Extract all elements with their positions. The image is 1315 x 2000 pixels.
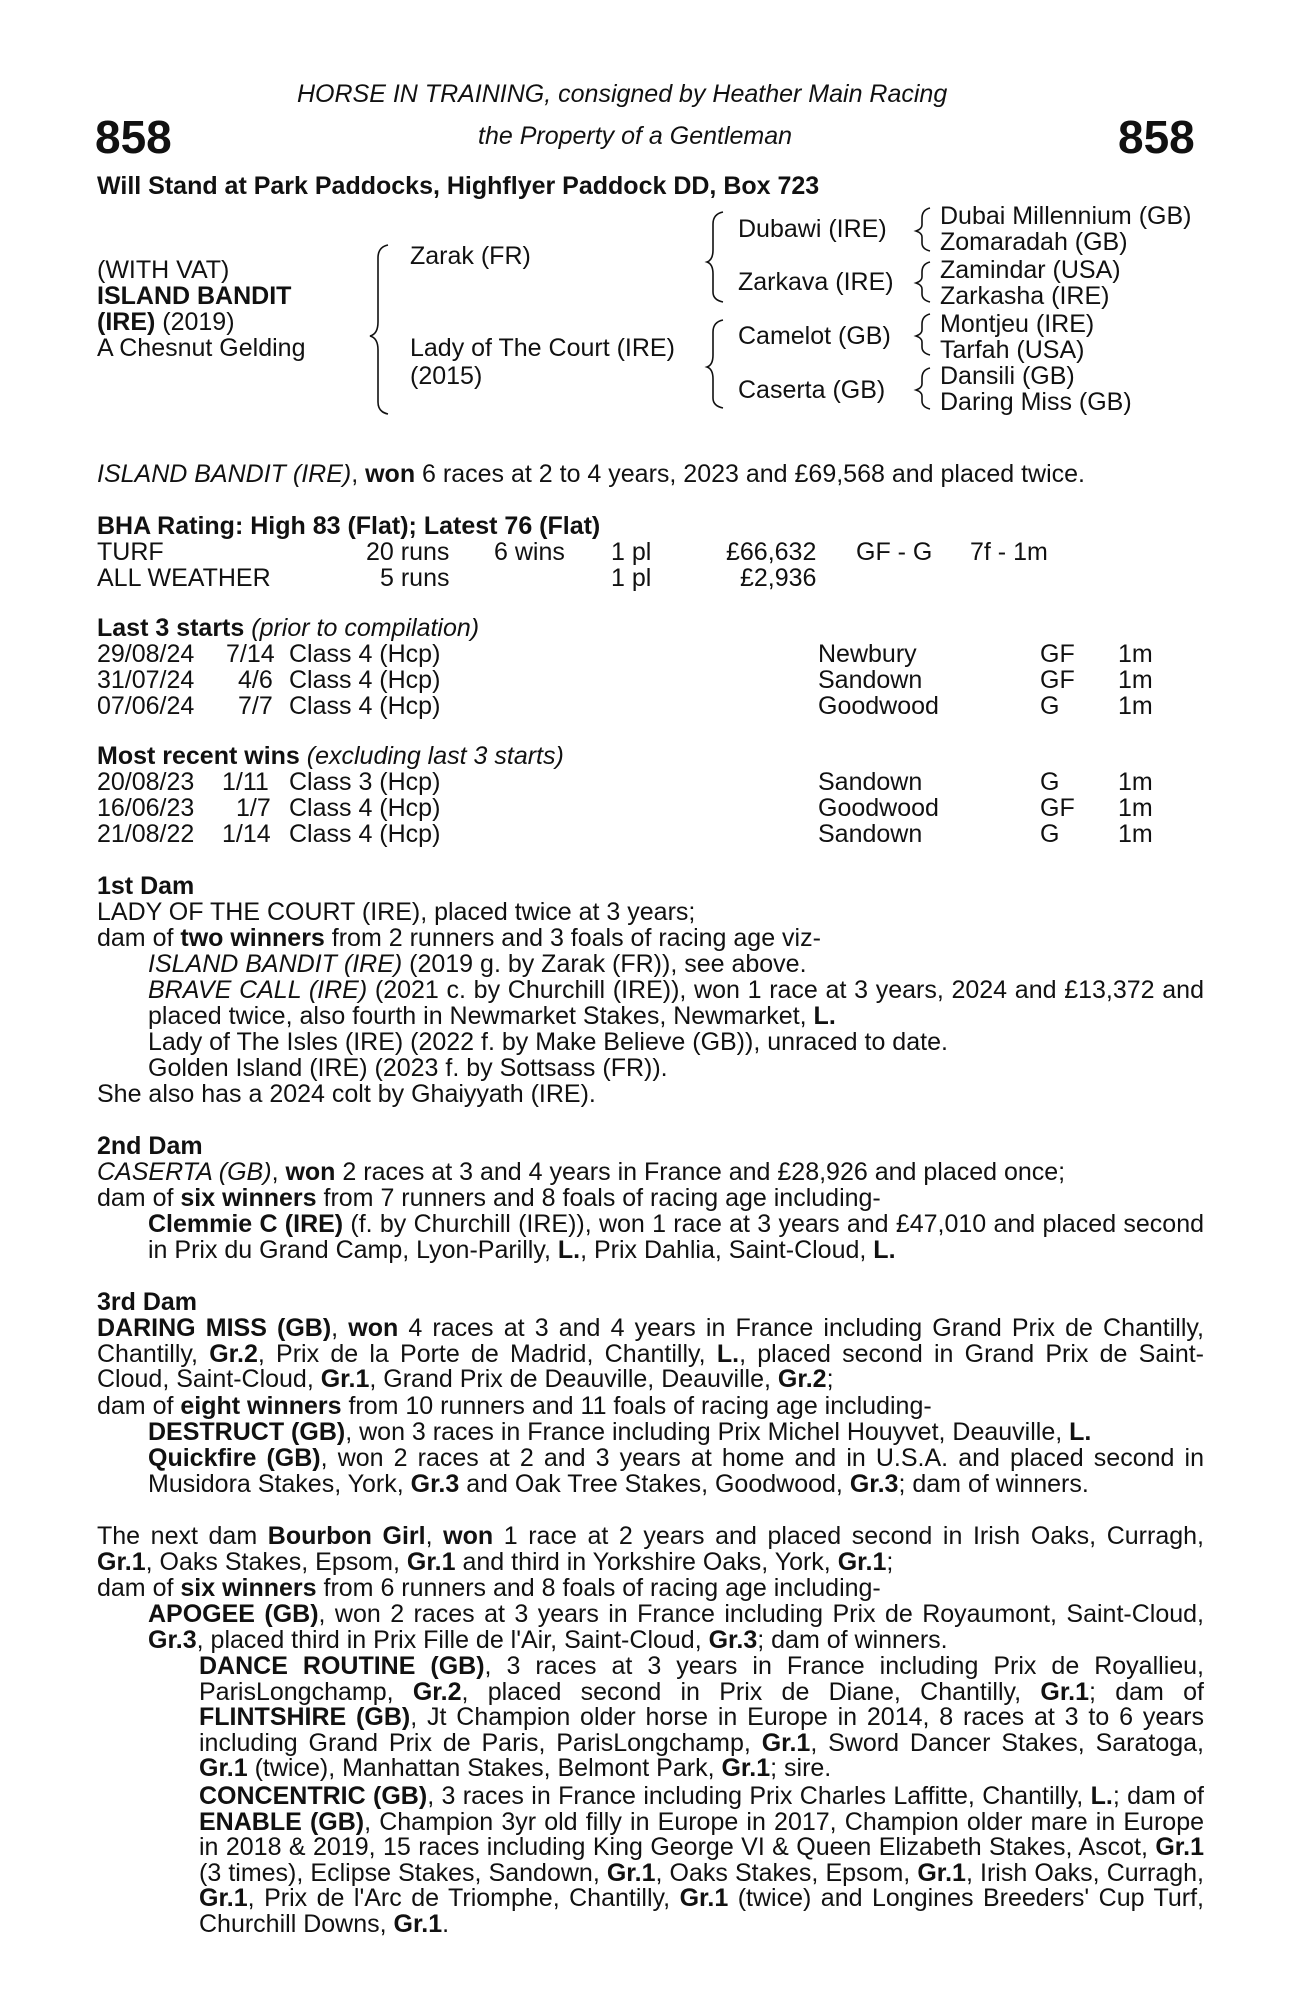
last3-course: Newbury — [818, 640, 917, 668]
last3-class: Class 4 (Hcp) — [289, 666, 441, 694]
dam1-progeny-1 — [148, 952, 807, 978]
cc-g7: Gr.1 — [393, 1909, 443, 1938]
dam3-t3: , placed second in Grand Prix de Saint-Cloud, Saint-Cloud, — [97, 1339, 1204, 1394]
dam1-p1-name: ISLAND BANDIT (IRE) — [148, 950, 403, 978]
great-grandparent-2: Zomaradah (GB) — [940, 228, 1128, 256]
summary-won: won — [365, 460, 416, 488]
great-grandparent-3: Zamindar (USA) — [940, 256, 1121, 284]
aw-pl: 1 pl — [611, 564, 652, 592]
great-grandparent-7: Dansili (GB) — [940, 362, 1075, 390]
dr-g3: Gr.1 — [761, 1728, 811, 1757]
dam2-line1 — [97, 1160, 1065, 1186]
turf-label: TURF — [97, 538, 164, 566]
dam3-name: DARING MISS (GB) — [97, 1314, 332, 1342]
recent-class: Class 4 (Hcp) — [289, 794, 441, 822]
next-l2a: dam of — [97, 1574, 181, 1602]
next-name: Bourbon Girl — [267, 1522, 426, 1550]
great-grandparent-8: Daring Miss (GB) — [940, 388, 1132, 416]
horse-name: ISLAND BANDIT — [97, 282, 292, 310]
dr-g4: Gr.1 — [199, 1754, 248, 1783]
dam1-winners: two winners — [180, 924, 325, 952]
dam3-l2c: from 10 runners and 11 foals of racing age including- — [341, 1392, 932, 1420]
last3-heading: Last 3 starts — [97, 614, 245, 642]
horse-origin: (IRE) — [97, 308, 156, 336]
dam1-p2-name: BRAVE CALL (IRE) — [148, 976, 368, 1004]
dam1-line1: LADY OF THE COURT (IRE), placed twice at 3 years; — [97, 898, 696, 926]
rating-title: BHA Rating: High 83 (Flat); Latest 76 (Flat) — [97, 512, 601, 540]
great-grandparent-4: Zarkasha (IRE) — [940, 282, 1110, 310]
dam3-g1: Gr.2 — [209, 1339, 258, 1368]
dam1-line5: She also has a 2024 colt by Ghaiyyath (IRE). — [97, 1080, 596, 1108]
aw-label: ALL WEATHER — [97, 564, 271, 592]
next-t4: and third in Yorkshire Oaks, York, — [455, 1547, 838, 1576]
recent-going: G — [1040, 768, 1060, 796]
apogee-g2: Gr.3 — [708, 1625, 758, 1654]
race-summary — [97, 462, 1085, 488]
cc-g3: Gr.1 — [606, 1858, 656, 1887]
dam3-q1-g1: Gr.3 — [410, 1469, 460, 1498]
dam2-winners: six winners — [180, 1184, 317, 1212]
dam2-progeny-1 — [148, 1212, 1204, 1263]
great-grandparent-1: Dubai Millennium (GB) — [940, 202, 1192, 230]
recent-class: Class 3 (Hcp) — [289, 768, 441, 796]
dam3-q1-desc: , won 2 races at 2 and 3 years at home and in U.S.A. and placed second in Musidora Stakes, York, — [148, 1444, 1204, 1498]
recent-note: (excluding last 3 starts) — [299, 742, 564, 770]
dr-g5: Gr.1 — [721, 1754, 771, 1783]
dr-t3: ; dam of — [1089, 1677, 1204, 1706]
cc-t2: ; dam of — [1112, 1782, 1204, 1810]
dam3-g4: Gr.2 — [777, 1365, 827, 1394]
flintshire-name: FLINTSHIRE (GB) — [199, 1703, 411, 1732]
great-grandparent-5: Montjeu (IRE) — [940, 310, 1095, 338]
dam3-q1-desc2: and Oak Tree Stakes, Goodwood, — [459, 1469, 850, 1498]
dr-t6: (twice), Manhattan Stakes, Belmont Park, — [247, 1754, 722, 1783]
great-grandparent-6: Tarfah (USA) — [940, 336, 1085, 364]
dam1-title: 1st Dam — [97, 872, 195, 900]
next-line2 — [97, 1576, 881, 1602]
apogee-para — [148, 1602, 1204, 1653]
dam3-t5: ; — [826, 1365, 834, 1394]
dam3-progeny-2 — [148, 1446, 1204, 1497]
dam3-d1-grade: L. — [1069, 1418, 1092, 1446]
cc-g5: Gr.1 — [199, 1884, 248, 1913]
next-g2: Gr.1 — [406, 1547, 456, 1576]
turf-runs: 20 runs — [366, 538, 450, 566]
dr-g2: Gr.1 — [1040, 1677, 1090, 1706]
dam3-para — [97, 1316, 1204, 1393]
last3-note: (prior to compilation) — [244, 614, 480, 642]
dam3-title: 3rd Dam — [97, 1288, 198, 1316]
dr-t7: ; sire. — [770, 1754, 832, 1783]
dam2-name: CASERTA (GB) — [97, 1158, 272, 1186]
granddam-1: Zarkava (IRE) — [738, 268, 894, 296]
dr-t2: , placed second in Prix de Diane, Chantilly, — [461, 1677, 1041, 1706]
next-l2c: from 6 runners and 8 foals of racing age including- — [316, 1574, 881, 1602]
apogee-name: APOGEE (GB) — [148, 1600, 319, 1628]
recent-pos: 1/7 — [236, 794, 271, 822]
dam-name: Lady of The Court (IRE) — [410, 334, 675, 362]
recent-dist: 1m — [1118, 794, 1153, 822]
dam1-l2c: from 2 runners and 3 foals of racing age viz- — [324, 924, 821, 952]
cc-t5: , Oaks Stakes, Epsom, — [655, 1858, 918, 1887]
dam2-rest: 2 races at 3 and 4 years in France and £28,926 and placed once; — [335, 1158, 1066, 1186]
dam1-p2-desc: (2021 c. by Churchill (IRE)), won 1 race at 3 years, 2024 and £13,372 and placed twice, also fourth in Newmarket Stakes, Newmarket, — [148, 976, 1204, 1030]
lot-number-left: 858 — [95, 111, 172, 163]
dam2-p1-grade2: L. — [873, 1235, 896, 1264]
horse-origin-year — [97, 310, 235, 336]
next-g3: Gr.1 — [837, 1547, 887, 1576]
last3-pos: 4/6 — [238, 666, 273, 694]
dam1-p1-desc: (2019 g. by Zarak (FR)), see above. — [402, 950, 807, 978]
next-g1: Gr.1 — [97, 1547, 146, 1576]
recent-going: G — [1040, 820, 1060, 848]
summary-sep: , — [351, 460, 366, 488]
recent-class: Class 4 (Hcp) — [289, 820, 441, 848]
dam2-p1-name: Clemmie C (IRE) — [148, 1210, 344, 1238]
dam2-line2 — [97, 1186, 881, 1212]
cc-t9: . — [442, 1909, 450, 1938]
dam3-progeny-1 — [148, 1420, 1091, 1446]
cc-name: CONCENTRIC (GB) — [199, 1782, 428, 1810]
dam3-q1-g2: Gr.3 — [849, 1469, 899, 1498]
dam2-won: won — [285, 1158, 336, 1186]
apogee-t3: ; dam of winners. — [757, 1625, 948, 1654]
horse-description: A Chesnut Gelding — [97, 334, 306, 362]
dam1-line2 — [97, 926, 821, 952]
recent-course: Sandown — [818, 768, 923, 796]
vat-label: (WITH VAT) — [97, 256, 230, 284]
dam3-l2a: dam of — [97, 1392, 181, 1420]
dam2-l2a: dam of — [97, 1184, 181, 1212]
turf-pl: 1 pl — [611, 538, 652, 566]
last3-class: Class 4 (Hcp) — [289, 640, 441, 668]
dam3-d1-name: DESTRUCT (GB) — [148, 1418, 346, 1446]
dam2-p1-desc: (f. by Churchill (IRE)), won 1 race at 3 years and £47,010 and placed second in Prix du Grand Camp, Lyon-Parilly, — [148, 1210, 1204, 1264]
next-sep: , — [425, 1522, 444, 1550]
dam3-t4: , Grand Prix de Deauville, Deauville, — [369, 1365, 778, 1394]
concentric-para — [199, 1784, 1204, 1938]
dam3-t1: 4 races at 3 and 4 years in France including Grand Prix de Chantilly, Chantilly, — [97, 1314, 1204, 1368]
recent-going: GF — [1040, 794, 1075, 822]
dr-t5: , Sword Dancer Stakes, Saratoga, — [810, 1728, 1204, 1757]
last3-dist: 1m — [1118, 640, 1153, 668]
recent-date: 16/06/23 — [97, 794, 195, 822]
dam3-t2: , Prix de la Porte de Madrid, Chantilly, — [257, 1339, 717, 1368]
horse-year: (2019) — [155, 308, 235, 336]
last3-dist: 1m — [1118, 692, 1153, 720]
recent-dist: 1m — [1118, 820, 1153, 848]
dam3-g3: Gr.1 — [320, 1365, 370, 1394]
apogee-t1: , won 2 races at 3 years in France including Prix de Royaumont, Saint-Cloud, — [318, 1600, 1204, 1628]
grandsire-1: Dubawi (IRE) — [738, 215, 887, 243]
dr-name: DANCE ROUTINE (GB) — [199, 1652, 485, 1680]
last3-title — [97, 616, 479, 642]
last3-date: 31/07/24 — [97, 666, 195, 694]
cc-t7: , Prix de l'Arc de Triomphe, Chantilly, — [247, 1884, 680, 1913]
dam2-sep: , — [271, 1158, 286, 1186]
summary-name: ISLAND BANDIT (IRE) — [97, 460, 352, 488]
last3-pos: 7/7 — [238, 692, 273, 720]
next-t5: ; — [886, 1547, 894, 1576]
grandsire-2: Camelot (GB) — [738, 322, 891, 350]
cc-t1: , 3 races in France including Prix Charles Laffitte, Chantilly, — [427, 1782, 1091, 1810]
cc-t8: (twice) and Longines Breeders' Cup Turf, Churchill Downs, — [199, 1884, 1204, 1938]
dam3-q1-desc3: ; dam of winners. — [898, 1469, 1089, 1498]
recent-date: 20/08/23 — [97, 768, 195, 796]
dr-g1: Gr.2 — [412, 1677, 462, 1706]
next-dam-para — [97, 1524, 1204, 1575]
dam2-p1-grade1: L. — [557, 1235, 581, 1264]
dam2-title: 2nd Dam — [97, 1132, 203, 1160]
last3-class: Class 4 (Hcp) — [289, 692, 441, 720]
aw-amount: £2,936 — [740, 564, 817, 592]
last3-going: GF — [1040, 666, 1075, 694]
dam1-p2-grade: L. — [813, 1001, 836, 1030]
next-t2: 1 race at 2 years and placed second in Irish Oaks, Curragh, — [493, 1522, 1204, 1550]
enable-name: ENABLE (GB) — [199, 1807, 365, 1836]
aw-runs: 5 runs — [380, 564, 450, 592]
dam3-winners: eight winners — [180, 1392, 342, 1420]
dam1-progeny-3: Lady of The Isles (IRE) (2022 f. by Make Believe (GB)), unraced to date. — [148, 1028, 948, 1056]
last3-going: GF — [1040, 640, 1075, 668]
dam1-l2a: dam of — [97, 924, 181, 952]
next-t1: The next dam — [97, 1522, 268, 1550]
recent-title — [97, 744, 564, 770]
dam1-progeny-4: Golden Island (IRE) (2023 f. by Sottsass (FR)). — [148, 1054, 668, 1082]
cc-g1: L. — [1090, 1782, 1113, 1810]
sire: Zarak (FR) — [410, 242, 531, 270]
last3-course: Sandown — [818, 666, 923, 694]
last3-date: 07/06/24 — [97, 692, 195, 720]
dam3-q1-name: Quickfire (GB) — [148, 1444, 321, 1472]
apogee-g1: Gr.3 — [148, 1625, 197, 1654]
cc-t4: (3 times), Eclipse Stakes, Sandown, — [199, 1858, 607, 1887]
last3-pos: 7/14 — [226, 640, 275, 668]
last3-going: G — [1040, 692, 1060, 720]
dam3-sep: , — [331, 1314, 349, 1342]
next-t3: , Oaks Stakes, Epsom, — [145, 1547, 407, 1576]
cc-g2: Gr.1 — [1155, 1833, 1204, 1862]
dam2-p1-desc2: , Prix Dahlia, Saint-Cloud, — [580, 1235, 874, 1264]
header-line1: HORSE IN TRAINING, consigned by Heather Main Racing — [297, 80, 948, 108]
next-winners: six winners — [180, 1574, 317, 1602]
summary-rest: 6 races at 2 to 4 years, 2023 and £69,568 and placed twice. — [415, 460, 1086, 488]
next-won: won — [443, 1522, 494, 1550]
turf-distance: 7f - 1m — [970, 538, 1048, 566]
granddam-2: Caserta (GB) — [738, 376, 886, 404]
recent-heading: Most recent wins — [97, 742, 300, 770]
last3-date: 29/08/24 — [97, 640, 195, 668]
turf-going: GF - G — [856, 538, 933, 566]
recent-pos: 1/14 — [222, 820, 271, 848]
dam-year: (2015) — [410, 362, 483, 390]
dam3-won: won — [348, 1314, 399, 1342]
cc-t6: , Irish Oaks, Curragh, — [965, 1858, 1204, 1887]
last3-dist: 1m — [1118, 666, 1153, 694]
recent-course: Goodwood — [818, 794, 939, 822]
recent-dist: 1m — [1118, 768, 1153, 796]
apogee-t2: , placed third in Prix Fille de l'Air, Saint-Cloud, — [196, 1625, 709, 1654]
dam3-line2 — [97, 1394, 932, 1420]
recent-course: Sandown — [818, 820, 923, 848]
stabling-line: Will Stand at Park Paddocks, Highflyer Paddock DD, Box 723 — [97, 172, 820, 200]
last3-course: Goodwood — [818, 692, 939, 720]
cc-t3: , Champion 3yr old filly in Europe in 2017, Champion older mare in Europe in 2018 & 2019, 15 races including King George VI & Queen Elizabeth Stakes, Ascot, — [199, 1807, 1204, 1862]
lot-number-right: 858 — [1118, 111, 1195, 163]
dr-t4: , Jt Champion older horse in Europe in 2014, 8 races at 3 to 6 years including Grand Prix de Paris, ParisLongchamp, — [199, 1703, 1204, 1757]
dam2-l2c: from 7 runners and 8 foals of racing age including- — [316, 1184, 881, 1212]
cc-g4: Gr.1 — [917, 1858, 966, 1887]
turf-wins: 6 wins — [494, 538, 565, 566]
recent-pos: 1/11 — [222, 768, 269, 796]
turf-amount: £66,632 — [726, 538, 817, 566]
dam1-progeny-2 — [148, 978, 1204, 1029]
dam3-g2: L. — [716, 1339, 740, 1368]
header-line2: the Property of a Gentleman — [478, 122, 793, 150]
cc-g6: Gr.1 — [679, 1884, 729, 1913]
dance-routine-para — [199, 1654, 1204, 1782]
dam3-d1-desc: , won 3 races in France including Prix Michel Houyvet, Deauville, — [345, 1418, 1070, 1446]
recent-date: 21/08/22 — [97, 820, 195, 848]
dr-t1: , 3 races at 3 years in France including Prix de Royallieu, ParisLongchamp, — [199, 1652, 1205, 1706]
